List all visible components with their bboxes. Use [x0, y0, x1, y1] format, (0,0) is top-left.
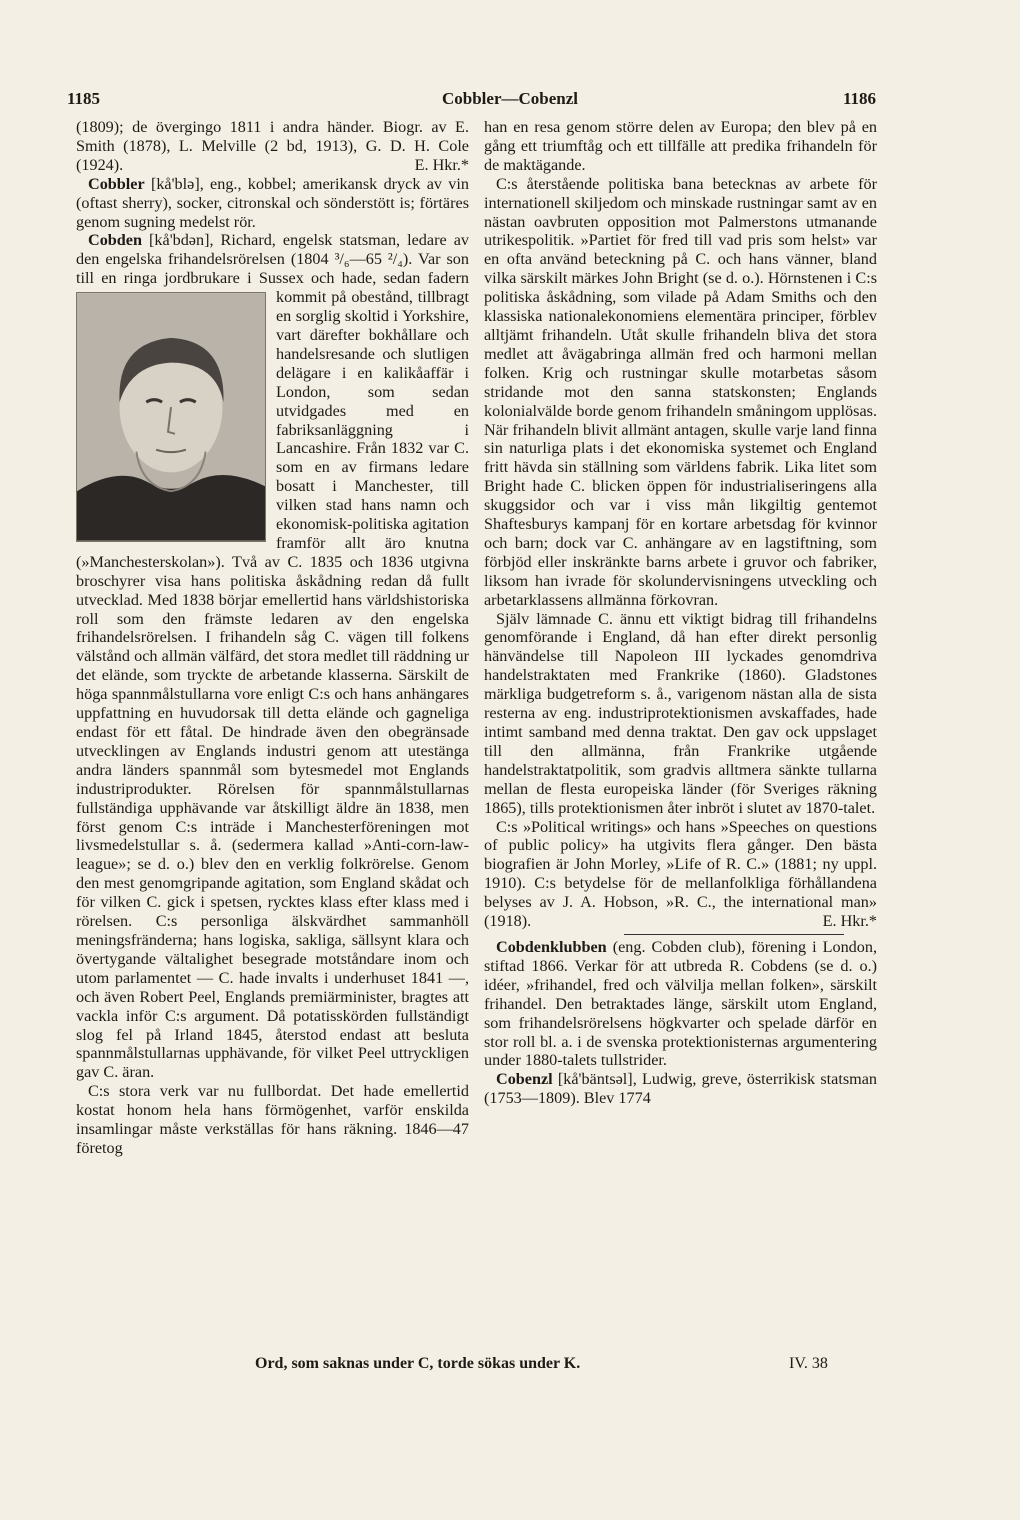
page-number-left: 1185 — [67, 89, 101, 108]
paragraph-text: (1809); de övergingo 1811 i andra händer. Biogr. av E. Smith (1878), L. Melville (2 bd, 1913), G. D. H. Cole (1924). — [76, 118, 469, 174]
paragraph-text: C:s återstående politiska bana betecknas av arbete för internationell skiljedom och minskade rustningar samt av en nästan oavbruten opposition mot Palmerstons utmanande utrikespolitik. »Partiet för fred till vad pris som helst» var en ofta använd beteckning på C. och hans vänner, bland vilka särskilt märkes John Bright (se d. o.). Hörnstenen i C:s politiska åskådning, som vilade på Adam Smiths och den klassiska nationalekonomiens elementära principer, förblev alltjämt frihandeln. Utåt skulle frihandeln bliva det stora medlet att åvägabringa allmän fred och harmoni mellan folken. Krig och rustningar skulle motarbetas såsom stridande mot den sanna statskonsten; Englands kolonialvälde borde genom frihandeln småningom upplösas. När frihandeln blivit allmänt antagen, skulle varje land finna sin naturliga plats i det ekonomiska systemet och England fritt hävda sin ställning som världens fabrik. Lika litet som Bright hade C. blicken öppen för industrialiseringens alla skuggsidor och var i viss mån likgiltig gentemot Shaftesburys kampanj för en kortare arbetsdag för kvinnor och barn; dock var C. anhängare av en lagstiftning, som förbjöd eller inskränkte barns arbete i gruvor och fabriker, liksom han ivrade för skolundervisningens utveckling och arbetarklassens allmänna förkovran. — [484, 174, 877, 609]
footer-note: Ord, som saknas under C, torde sökas under K. — [255, 1355, 581, 1372]
paragraph-text: han en resa genom större delen av Europa; den blev på en gång ett triumftåg och ett tillfälle att predika frihandeln för de maktägande. — [484, 118, 877, 174]
paragraph — [484, 818, 877, 931]
paragraph-text: C:s stora verk var nu fullbordat. Det hade emellertid kostat honom hela hans förmögenhet, varför enskilda insamlingar måste verkställas för hans räkning. 1846—47 företog — [76, 1082, 469, 1157]
entry-text: (eng. Cobden club), förening i London, stiftad 1866. Verkar för att utbreda R. Cobdens (se d. o.) idéer, »frihandel, fred och välvilja mellan folken», särskilt frihandel. Den betraktades länge, särskilt utom England, som frihandelsrörelsens högkvarter och spelade därför en stor roll bl. a. i de svenska protektionisternas argumentering under 1880-talets tullstrider. — [484, 937, 877, 1070]
entry-headword: Cobbler — [88, 174, 145, 193]
entry-text: [kå'bdən], Richard, engelsk statsman, ledare av den engelska frihandelsrörelsen (1804 ³/₆—65 ²/₄). Var son till en ringa jordbrukare i Sussex och hade, sedan fadern — [76, 231, 469, 288]
entry-text: [kå'blə], eng., kobbel; amerikansk dryck av vin (oftast sherry), socker, citronskal och sönderstött is; förtäres genom sugning medelst rör. — [76, 174, 469, 231]
paragraph — [484, 610, 877, 818]
entry-headword: Cobdenklubben — [496, 937, 607, 956]
paragraph — [484, 175, 877, 610]
paragraph — [76, 118, 469, 175]
paragraph — [484, 118, 877, 175]
entry-text-continued: kommit på obestånd, tillbragt en sorglig skoltid i Yorkshire, vart därefter bokhållare och handelsresande och slutligen delägare i en kalikåaffär i London, som sedan utvidgades med en fabriksanläggning i Lancashire. Från 1832 var C. som en av firmans ledare bosatt i Manchester, till vilken stad hans namn och ekonomisk-politiska agitation framför allt äro knutna (»Manchesterskolan»). Två av C. 1835 och 1836 utgivna broschyrer visa hans politiska åskådning redan då fullt utvecklad. Med 1838 börjar emellertid hans världshistoriska roll som den främste ledaren av den engelska frihandelsrörelsen. I frihandeln såg C. vägen till folkens välstånd och allmän välfärd, det stora medlet till räddning ur det elände, som tryckte de arbetande klasserna. Särskilt de höga spannmålstullarna vore enligt C:s och hans anhängares uppfattning en huvudorsak till detta elände och gagneliga endast för ett fåtal. De hindrade även den obegränsade utvecklingen av Englands industri genom att utestänga andra länders spannmål som bytesmedel mot Englands industriprodukter. Rörelsen för spannmålstullarnas fullständiga upphävande var åtskilligt äldre än 1838, men först genom C:s inträde i Manchesterföreningen mot livsmedelstullar s. å. (sedermera kallad »Anti-corn-law-league»; se d. o.) blev den en verklig folkrörelse. Genom den mest genomgripande agitation, som England skådat och för vilken C. gick i spetsen, rycktes klass efter klass med i rörelsen. C:s personliga älskvärdhet sammanhöll meningsfränderna; hans logiska, sakliga, sällsynt klara och övertygande vältalighet besegrade motståndare inom och utom parlamentet — C. hade invalts i underhuset 1841 —, och även Robert Peel, Englands premiärminister, bragtes att vackla inför C:s argument. Då potatisskörden fullständigt slog fel på Irland 1845, återstod endast att besluta spannmålstullarnas upphävande, för vilket Peel uttryckligen gav C. äran. — [76, 288, 469, 1082]
left-column — [76, 118, 469, 1158]
page-number-right: 1186 — [842, 89, 876, 108]
entry-cobden — [76, 231, 469, 1082]
author-signature: E. Hkr.* — [822, 912, 877, 931]
author-signature: E. Hkr.* — [414, 155, 469, 174]
entry-headword: Cobenzl — [496, 1070, 553, 1089]
portrait-image — [76, 292, 266, 542]
entry-text: [kå'bäntsəl], Ludwig, greve, österrikisk statsman (1753—1809). Blev 1774 — [484, 1070, 877, 1108]
paragraph — [76, 1082, 469, 1158]
running-head: Cobbler—Cobenzl — [442, 89, 578, 108]
entry-cobbler — [76, 175, 469, 232]
signature-mark: IV. 38 — [789, 1355, 828, 1372]
divider — [624, 934, 844, 935]
entry-headword: Cobden — [88, 231, 142, 250]
paragraph-text: C:s »Political writings» och hans »Speeches on questions of public policy» ha utgivits flera gånger. Den bästa biografien är John Morley, »Life of R. C.» (1881; ny uppl. 1910). C:s betydelse för de mellanfolkliga förhållandena belyses av J. A. Hobson, »R. C., the international man» (1918). — [484, 817, 877, 931]
right-column — [484, 118, 877, 1108]
entry-cobenzl — [484, 1070, 877, 1108]
entry-cobdenklubben — [484, 938, 877, 1070]
paragraph-text: Själv lämnade C. ännu ett viktigt bidrag till frihandelns genomförande i England, då han efter direkt personlig hänvändelse till Napoleon III lyckades genomdriva handelstraktaten med Frankrike (1860). Gladstones märkliga budgetreform s. å., varigenom nästan alla de sista resterna av eng. industriprotektionismen avskaffades, hade intimt samband med denna traktat. Den gav ock uppslaget till den allmänna, från Frankrike utgående handelstraktatpolitik, som gradvis alltmera sänkte tullarna mellan de flesta europeiska länder (för Sveriges räkning 1865), tills protektionismen åter inbröt i slutet av 1870-talet. — [484, 609, 877, 817]
